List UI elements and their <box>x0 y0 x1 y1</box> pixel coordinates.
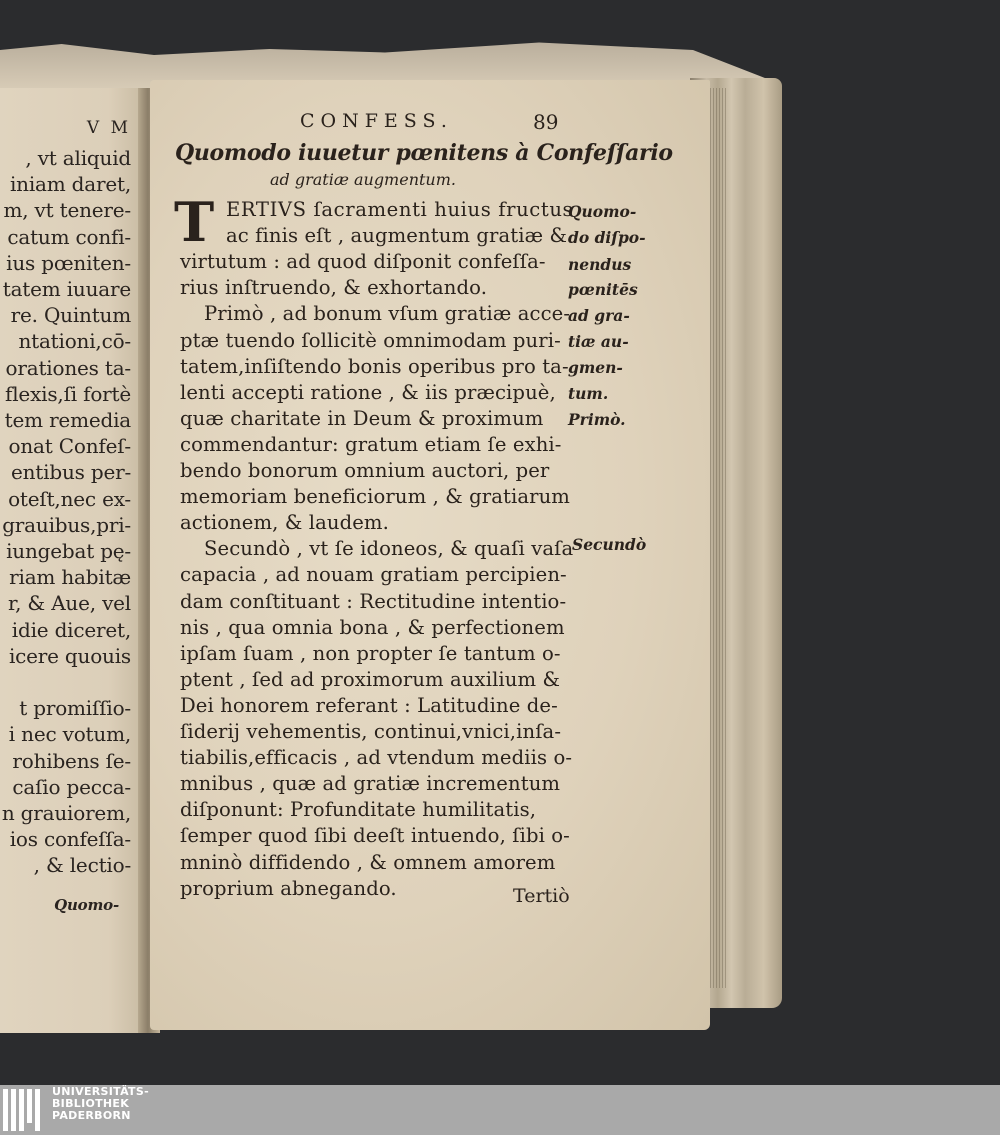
text-line: tiabilis,efficacis , ad vtendum mediis o- <box>180 746 573 770</box>
library-name-line: BIBLIOTHEK <box>52 1097 130 1110</box>
text-line: orationes ta- <box>5 355 131 380</box>
text-line: virtutum : ad quod diſponit confeſſa- <box>180 250 546 274</box>
text-line: , & lectio- <box>33 853 131 878</box>
text-line: onat Confeſ- <box>8 434 131 459</box>
text-line: bendo bonorum omnium auctori, per <box>180 459 550 482</box>
text-line: ios confeſſa- <box>9 827 131 852</box>
text-line: actionem, & laudem. <box>180 511 389 535</box>
marginal-note: tum. <box>568 384 609 403</box>
text-line: catum confi- <box>7 224 131 249</box>
text-line: ntationi,cō- <box>18 329 131 354</box>
text-line: ipſam ſuam , non propter ſe tantum o- <box>180 641 561 665</box>
library-name-line: UNIVERSITÄTS- <box>52 1085 149 1098</box>
text-line: flexis,ſi fortè <box>5 381 131 406</box>
text-line: mninò diffidendo , & omnem amorem <box>180 850 556 874</box>
text-line: tatem iuuare <box>2 277 131 301</box>
text-line: re. Quintum <box>10 303 131 328</box>
marginal-note: ad gra- <box>568 306 630 325</box>
text-line: i nec votum, <box>8 722 131 747</box>
text-line: memoriam beneficiorum , & gratiarum <box>180 485 570 509</box>
text-line: commendantur: gratum etiam ſe exhi- <box>180 432 562 456</box>
library-name-line: PADERBORN <box>52 1109 131 1122</box>
text-line: ERTIVS ſacramenti huius fructus <box>226 198 574 221</box>
text-line: , vt aliquid <box>25 146 131 170</box>
text-line: rius inſtruendo, & exhortando. <box>180 276 488 300</box>
text-line: t promiſſio- <box>19 696 131 721</box>
chapter-subtitle: ad gratiæ augmentum. <box>270 170 456 189</box>
text-line: iungebat pę- <box>6 539 131 563</box>
text-line: mnibus , quæ ad gratiæ incrementum <box>180 772 561 796</box>
marginal-note: Secundò <box>572 535 647 554</box>
marginal-note: tiæ au- <box>568 332 629 351</box>
library-footer <box>0 1085 1000 1135</box>
text-line: icere quouis <box>8 643 131 668</box>
text-line: iniam daret, <box>9 172 131 197</box>
text-line: idie diceret, <box>11 617 131 642</box>
text-line: tem remedia <box>4 408 131 432</box>
left-catchword: Quomo- <box>54 896 119 914</box>
text-line: grauibus,pri- <box>2 512 131 537</box>
marginal-note: do diſpo- <box>568 228 646 247</box>
text-line: Primò , ad bonum vſum gratiæ acce- <box>204 302 571 326</box>
text-line: ſiderij vehementis, continui,vnici,inſa- <box>180 720 562 743</box>
catchword: Tertiò <box>513 885 570 907</box>
drop-cap: T <box>174 190 215 254</box>
text-line: diſponunt: Profunditate humilitatis, <box>180 798 537 822</box>
text-line: capacia , ad nouam gratiam percipien- <box>180 563 567 587</box>
left-page <box>0 88 155 1033</box>
text-line: proprium abnegando. <box>180 876 397 900</box>
text-line: tatem,inſiſtendo bonis operibus pro ta- <box>180 354 569 378</box>
text-line: dam conſtituant : Rectitudine intentio- <box>180 589 567 613</box>
text-line: rohibens ſe- <box>12 748 131 773</box>
marginal-note: Primò. <box>568 410 626 429</box>
text-line: entibus per- <box>10 460 131 485</box>
right-page <box>150 80 710 1030</box>
marginal-note: nendus <box>568 255 632 274</box>
running-head: CONFESS. <box>300 110 453 132</box>
page-number: 89 <box>533 110 559 134</box>
text-line: ſemper quod ſibi deeſt intuendo, ſibi o- <box>180 824 570 848</box>
text-line: quæ charitate in Deum & proximum <box>180 406 544 430</box>
text-line: oteſt,nec ex- <box>8 486 131 511</box>
text-line: ac finis eſt , augmentum gratiæ & <box>226 224 568 248</box>
text-line: n grauiorem, <box>1 801 131 825</box>
text-line: caſio pecca- <box>12 774 131 799</box>
text-line: Dei honorem referant : Latitudine de- <box>180 693 558 717</box>
text-line: ptent , ſed ad proximorum auxilium & <box>180 667 561 691</box>
text-line: nis , qua omnia bona , & perfectionem <box>180 615 565 639</box>
chapter-title: Quomodo iuuetur pœnitens à Confeſſario <box>175 140 673 166</box>
text-line: Secundò , vt ſe idoneos, & quaſi vaſa <box>204 537 574 561</box>
text-line: m, vt tenere- <box>3 198 131 223</box>
library-name <box>52 1086 149 1122</box>
library-logo-icon <box>3 1089 45 1131</box>
marginal-note: gmen- <box>568 358 623 377</box>
left-running-head: V M <box>86 118 131 138</box>
text-line: r, & Aue, vel <box>7 591 131 616</box>
text-line: ptæ tuendo ſollicitè omnimodam puri- <box>180 328 561 352</box>
text-line: lenti accepti ratione , & iis præcipuè, <box>180 380 556 404</box>
marginal-note: pœnitēs <box>568 280 638 299</box>
marginal-note: Quomo- <box>568 202 637 221</box>
text-line: ius pœniten- <box>6 250 131 275</box>
text-line: riam habitæ <box>9 565 131 590</box>
